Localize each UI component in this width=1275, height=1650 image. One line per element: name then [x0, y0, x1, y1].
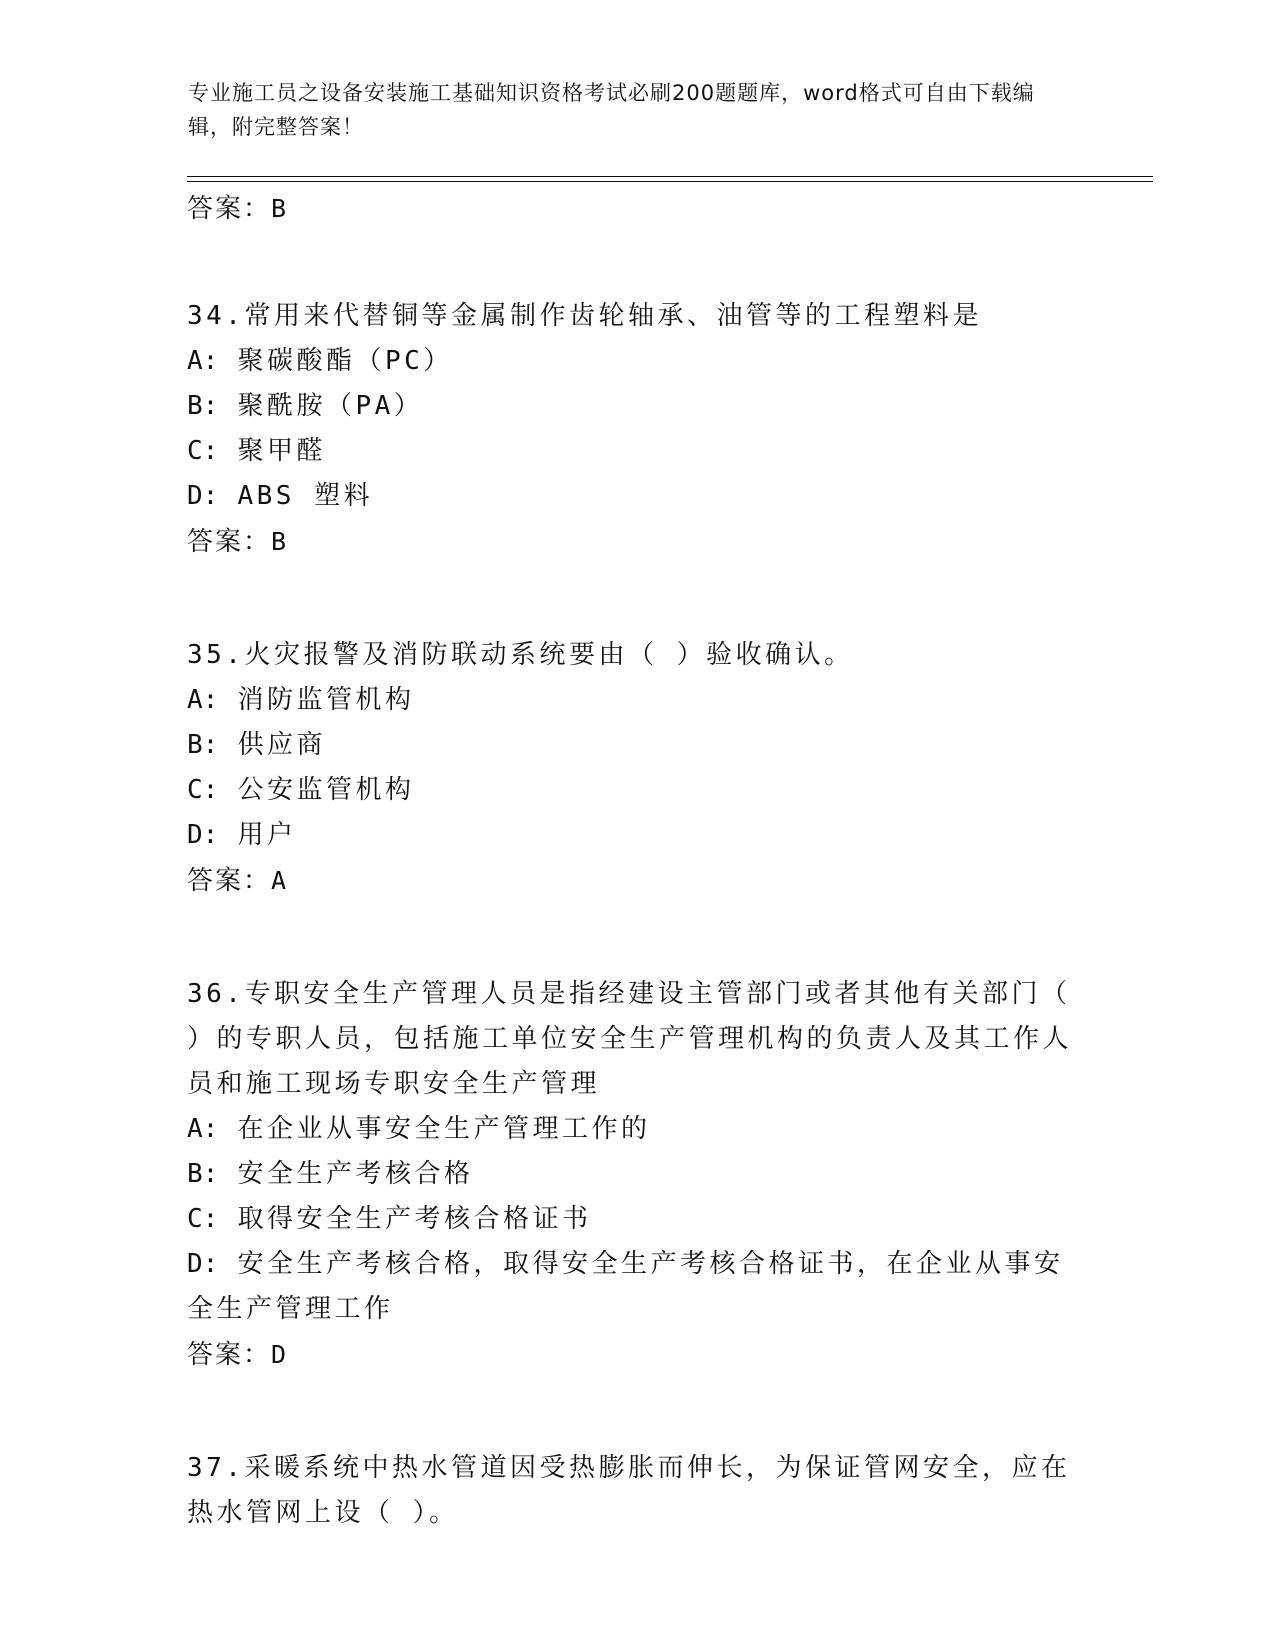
document-header: 专业施工员之设备安装施工基础知识资格考试必刷200题题库，word格式可自由下载编辑，附完整答案！ — [188, 81, 1035, 139]
question-text: 35.火灾报警及消防联动系统要由（ ）验收确认。 — [187, 640, 854, 670]
option-text: 聚碳酸酯（PC） — [237, 346, 453, 376]
answer-label: 答案： — [187, 527, 272, 557]
question-text: 36.专职安全生产管理人员是指经建设主管部门或者其他有关部门（ ）的专职人员，包括施工单位安全生产管理机构的负责人及其工作人员和施工现场专职安全生产管理 — [187, 979, 1073, 1099]
option-letter: C: — [187, 775, 219, 805]
option-text: 供应商 — [237, 730, 326, 760]
option-b — [187, 1152, 1077, 1197]
option-letter: A: — [187, 685, 219, 715]
answer-value: D — [271, 1340, 287, 1369]
option-c — [187, 429, 1077, 474]
option-letter: C: — [187, 436, 219, 466]
question-34 — [187, 294, 1087, 565]
option-text: 消防监管机构 — [237, 685, 415, 715]
answer-line-33 — [187, 192, 1087, 226]
option-letter: D: — [187, 820, 219, 850]
option-text: 聚酰胺（PA） — [237, 391, 424, 421]
answer-value: B — [271, 527, 287, 556]
option-text: 用户 — [237, 820, 297, 850]
answer-label: 答案： — [187, 1340, 272, 1370]
question-35 — [187, 633, 1087, 904]
answer-line — [187, 858, 1087, 904]
option-d — [187, 474, 1077, 519]
option-letter: C: — [187, 1204, 219, 1234]
option-letter: A: — [187, 1114, 219, 1144]
question-36 — [187, 972, 1087, 1378]
option-letter: D: — [187, 481, 219, 511]
option-d — [187, 1242, 1077, 1332]
option-b — [187, 723, 1077, 768]
option-b — [187, 384, 1077, 429]
option-text: ABS 塑料 — [237, 481, 374, 511]
option-a — [187, 1107, 1077, 1152]
option-letter: B: — [187, 730, 219, 760]
answer-line — [187, 519, 1087, 565]
option-c — [187, 768, 1077, 813]
question-text: 34.常用来代替铜等金属制作齿轮轴承、油管等的工程塑料是 — [187, 301, 982, 331]
question-text: 37.采暖系统中热水管道因受热膨胀而伸长，为保证管网安全，应在热水管网上设（ ）。 — [187, 1453, 1071, 1528]
option-text: 安全生产考核合格 — [237, 1159, 474, 1189]
option-text: 聚甲醛 — [237, 436, 326, 466]
option-letter: B: — [187, 391, 219, 421]
option-d — [187, 813, 1077, 858]
question-list — [187, 192, 1087, 1536]
answer-value: A — [271, 866, 287, 895]
option-a — [187, 339, 1077, 384]
option-letter: D: — [187, 1249, 219, 1279]
header-rule-top — [187, 176, 1153, 177]
option-letter: A: — [187, 346, 219, 376]
answer-value: B — [271, 194, 287, 223]
option-letter: B: — [187, 1159, 219, 1189]
option-c — [187, 1197, 1077, 1242]
option-text: 在企业从事安全生产管理工作的 — [237, 1114, 651, 1144]
question-37 — [187, 1446, 1087, 1536]
option-text: 取得安全生产考核合格证书 — [237, 1204, 592, 1234]
answer-label: 答案： — [187, 194, 272, 224]
answer-line — [187, 1332, 1087, 1378]
answer-label: 答案： — [187, 866, 272, 896]
header-rule-bottom — [187, 181, 1153, 182]
option-text: 公安监管机构 — [237, 775, 415, 805]
option-a — [187, 678, 1077, 723]
option-text: 安全生产考核合格，取得安全生产考核合格证书，在企业从事安全生产管理工作 — [187, 1249, 1064, 1324]
